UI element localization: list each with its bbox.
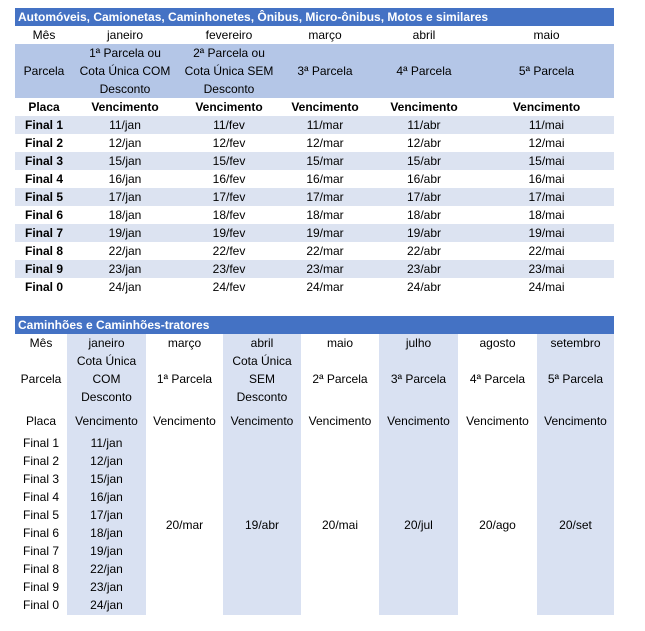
vencimento-header: Vencimento (390, 100, 458, 114)
parcela-label: Parcela (20, 372, 62, 386)
date-cell: 18/jan (90, 526, 123, 540)
parcela-header (73, 44, 177, 98)
merged-date-cell: 20/ago (479, 517, 516, 532)
date-cell: 18/mar (306, 208, 344, 222)
placa-cell: Final 1 (24, 118, 63, 132)
date-cell: 22/mai (528, 244, 565, 258)
placa-cell: Final 0 (24, 280, 63, 294)
placa-cell: Final 5 (24, 190, 63, 204)
date-cell: 23/fev (212, 262, 246, 276)
parcela-label: Parcela (23, 64, 65, 78)
parcela-header (537, 352, 614, 406)
placa-cell: Final 3 (22, 472, 60, 486)
date-cell: 15/abr (406, 154, 442, 168)
date-cell: 11/abr (407, 118, 441, 132)
date-cell: 22/fev (212, 244, 246, 258)
date-cell: 16/abr (406, 172, 442, 186)
date-cell: 15/jan (108, 154, 142, 168)
parcela-header (301, 352, 379, 406)
date-cell: 19/mai (528, 226, 565, 240)
date-cell: 17/abr (406, 190, 442, 204)
vencimento-header: Vencimento (230, 414, 294, 428)
month-header: março (167, 336, 202, 350)
date-cell: 19/mar (306, 226, 344, 240)
date-cell: 24/jan (108, 280, 142, 294)
date-cell: 18/abr (406, 208, 442, 222)
placa-cell: Final 9 (24, 262, 63, 276)
placa-cell: Final 2 (24, 136, 63, 150)
date-cell: 17/jan (108, 190, 142, 204)
date-cell: 15/mar (306, 154, 344, 168)
date-cell: 11/fev (213, 118, 245, 132)
parcela-header-line: Desconto (99, 82, 151, 96)
date-cell: 18/jan (108, 208, 142, 222)
date-cell: 23/jan (90, 580, 123, 594)
date-cell: 24/jan (90, 598, 123, 612)
mes-label: Mês (29, 336, 53, 350)
placa-cell: Final 8 (24, 244, 63, 258)
date-cell: 11/mai (528, 118, 565, 132)
placa-cell: Final 0 (22, 598, 60, 612)
placa-cell: Final 4 (22, 490, 60, 504)
parcela-header (458, 352, 537, 406)
placa-cell: Final 7 (24, 226, 63, 240)
month-header: setembro (550, 336, 601, 350)
parcela-header-line: Desconto (203, 82, 255, 96)
parcela-header-line: 1ª Parcela (156, 372, 213, 386)
date-cell: 19/fev (212, 226, 246, 240)
vencimento-header: Vencimento (308, 414, 372, 428)
month-header: janeiro (106, 28, 144, 42)
date-cell: 16/mar (306, 172, 344, 186)
merged-date-cell: 20/jul (404, 517, 433, 532)
month-header: março (308, 28, 342, 42)
date-cell: 12/abr (406, 136, 442, 150)
merged-date-cell: 19/abr (244, 517, 280, 532)
date-cell: 16/jan (108, 172, 142, 186)
vencimento-header: Vencimento (387, 414, 450, 428)
month-header: janeiro (88, 336, 125, 350)
parcela-header (281, 44, 369, 98)
parcela-header-line: 3ª Parcela (297, 64, 353, 78)
parcela-header (177, 44, 281, 98)
date-cell: 17/fev (212, 190, 246, 204)
parcela-header-line: 3ª Parcela (390, 372, 447, 386)
date-cell: 18/fev (212, 208, 246, 222)
month-header: abril (250, 336, 274, 350)
parcela-header (379, 352, 458, 406)
placa-cell: Final 5 (22, 508, 60, 522)
date-cell: 11/mar (306, 118, 344, 132)
vencimento-header: Vencimento (75, 414, 138, 428)
date-cell: 11/jan (109, 118, 141, 132)
parcela-header (479, 44, 614, 98)
date-cell: 11/jan (90, 436, 123, 450)
date-cell: 16/mai (528, 172, 565, 186)
month-header: maio (326, 336, 353, 350)
merged-date-cell: 20/mai (321, 517, 359, 532)
placa-cell: Final 1 (22, 436, 60, 450)
month-header: abril (412, 28, 436, 42)
mes-label: Mês (32, 28, 56, 42)
date-cell: 24/abr (406, 280, 442, 294)
table2-title: Caminhões e Caminhões-tratores (15, 316, 614, 334)
parcela-header-line: Cota Única (232, 354, 292, 368)
date-cell: 24/fev (212, 280, 246, 294)
month-header: agosto (479, 336, 516, 350)
merged-date-cell: 20/mar (165, 517, 204, 532)
date-cell: 16/jan (90, 490, 123, 504)
month-header: julho (405, 336, 432, 350)
date-cell: 17/mar (306, 190, 344, 204)
parcela-header-line: Cota Única (76, 354, 137, 368)
vencimento-header: Vencimento (291, 100, 359, 114)
parcela-header-line: 2ª Parcela (312, 372, 368, 386)
parcela-header-line: 1ª Parcela ou (89, 46, 161, 60)
date-cell: 23/abr (406, 262, 442, 276)
table1-title: Automóveis, Camionetas, Caminhonetes, Ônibus, Micro-ônibus, Motos e similares (15, 8, 614, 26)
parcela-header-line: Desconto (236, 390, 288, 404)
placa-cell: Final 2 (22, 454, 60, 468)
vencimento-header: Vencimento (91, 100, 159, 114)
placa-cell: Final 6 (24, 208, 63, 222)
date-cell: 12/mai (528, 136, 565, 150)
parcela-header-line: COM (92, 372, 121, 386)
vencimento-header: Vencimento (512, 100, 581, 114)
placa-cell: Final 6 (22, 526, 60, 540)
parcela-header-line: 5ª Parcela (518, 64, 575, 78)
vencimento-header: Vencimento (466, 414, 529, 428)
date-cell: 24/mai (528, 280, 565, 294)
parcela-header (146, 352, 223, 406)
date-cell: 17/mai (528, 190, 565, 204)
date-cell: 22/mar (306, 244, 344, 258)
parcela-header-line: Desconto (81, 390, 132, 404)
parcela-header (369, 44, 479, 98)
date-cell: 12/mar (306, 136, 344, 150)
date-cell: 23/mai (528, 262, 565, 276)
parcela-header (67, 352, 146, 406)
date-cell: 16/fev (212, 172, 246, 186)
placa-cell: Final 9 (22, 580, 60, 594)
vencimento-header: Vencimento (153, 414, 216, 428)
parcela-header-line: Cota Única SEM (184, 64, 274, 78)
date-cell: 15/jan (90, 472, 123, 486)
date-cell: 15/mai (528, 154, 565, 168)
placa-label: Placa (25, 414, 57, 428)
parcela-header-line: 4ª Parcela (396, 64, 452, 78)
vencimento-header: Vencimento (544, 414, 607, 428)
parcela-header (223, 352, 301, 406)
date-cell: 12/jan (108, 136, 142, 150)
placa-cell: Final 7 (22, 544, 60, 558)
month-header: fevereiro (205, 28, 253, 42)
date-cell: 23/jan (108, 262, 142, 276)
date-cell: 23/mar (306, 262, 344, 276)
date-cell: 12/fev (212, 136, 246, 150)
parcela-header-line: 2ª Parcela ou (193, 46, 265, 60)
placa-label: Placa (28, 100, 60, 114)
date-cell: 19/abr (406, 226, 442, 240)
vencimento-header: Vencimento (195, 100, 263, 114)
date-cell: 17/jan (90, 508, 123, 522)
placa-cell: Final 3 (24, 154, 63, 168)
date-cell: 15/fev (212, 154, 246, 168)
date-cell: 12/jan (90, 454, 123, 468)
date-cell: 19/jan (108, 226, 142, 240)
date-cell: 19/jan (90, 544, 123, 558)
date-cell: 22/abr (406, 244, 442, 258)
placa-cell: Final 8 (22, 562, 60, 576)
parcela-header-line: 4ª Parcela (469, 372, 526, 386)
month-header: maio (533, 28, 560, 42)
date-cell: 18/mai (528, 208, 565, 222)
date-cell: 22/jan (90, 562, 123, 576)
date-cell: 22/jan (108, 244, 142, 258)
parcela-header-line: SEM (248, 372, 275, 386)
placa-cell: Final 4 (24, 172, 63, 186)
parcela-header-line: Cota Única COM (79, 64, 171, 78)
parcela-header-line: 5ª Parcela (547, 372, 604, 386)
date-cell: 24/mar (306, 280, 344, 294)
merged-date-cell: 20/set (559, 517, 592, 532)
